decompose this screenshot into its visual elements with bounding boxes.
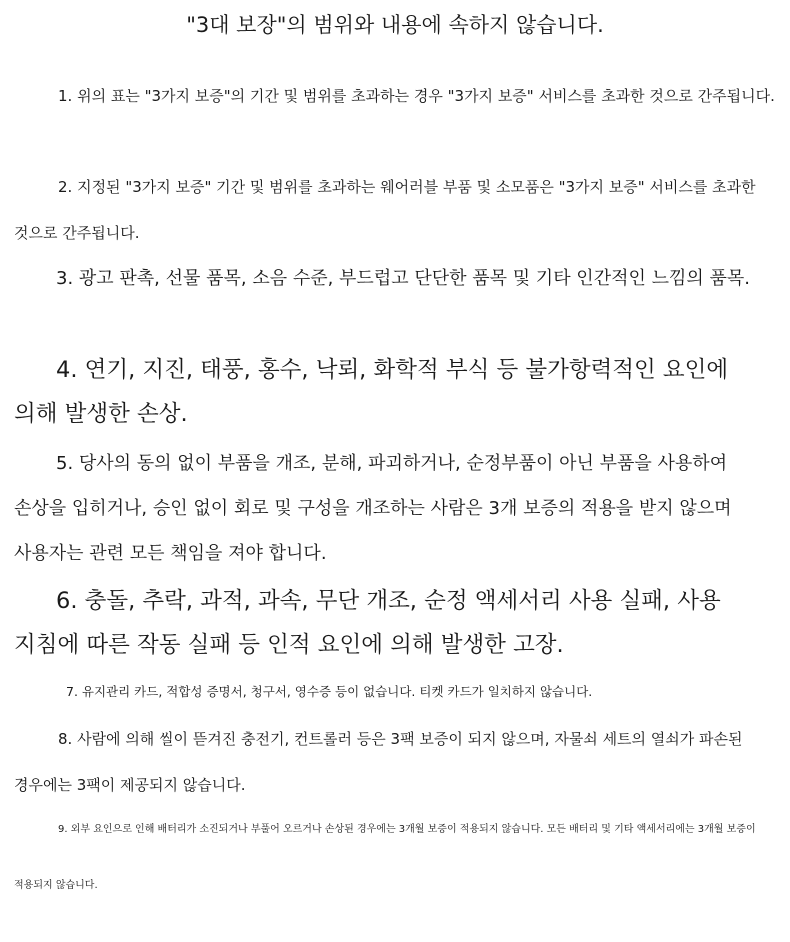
exclusion-item-9: 9. 외부 요인으로 인해 배터리가 소진되거나 부풀어 오르거나 손상된 경우에는 3개월 보증이 적용되지 않습니다. 모든 배터리 및 기타 액세서리에는 3개월 보증이 적용되지 않습니다. bbox=[14, 824, 756, 891]
exclusion-item-7: 7. 유지관리 카드, 적합성 증명서, 청구서, 영수증 등이 없습니다. 티켓 카드가 일치하지 않습니다. bbox=[66, 684, 593, 699]
exclusion-item-6: 6. 충돌, 추락, 과적, 과속, 무단 개조, 순정 액세서리 사용 실패, 사용 지침에 따른 작동 실패 등 인적 요인에 의해 발생한 고장. bbox=[14, 588, 721, 658]
exclusion-item-3: 3. 광고 판촉, 선물 품목, 소음 수준, 부드럽고 단단한 품목 및 기타 인간적인 느낌의 품목. bbox=[56, 268, 750, 289]
exclusion-item-1: 1. 위의 표는 "3가지 보증"의 기간 및 범위를 초과하는 경우 "3가지 보증" 서비스를 초과한 것으로 간주됩니다. bbox=[58, 87, 775, 105]
page-title: "3대 보장"의 범위와 내용에 속하지 않습니다. bbox=[186, 13, 604, 37]
exclusion-item-2: 2. 지정된 "3가지 보증" 기간 및 범위를 초과하는 웨어러블 부품 및 소모품은 "3가지 보증" 서비스를 초과한 것으로 간주됩니다. bbox=[14, 178, 756, 242]
exclusion-item-8: 8. 사람에 의해 씰이 뜯겨진 충전기, 컨트롤러 등은 3팩 보증이 되지 않으며, 자물쇠 세트의 열쇠가 파손된 경우에는 3팩이 제공되지 않습니다. bbox=[14, 730, 743, 794]
exclusion-item-4: 4. 연기, 지진, 태풍, 홍수, 낙뢰, 화학적 부식 등 불가항력적인 요인에 의해 발생한 손상. bbox=[14, 357, 729, 427]
exclusion-item-5: 5. 당사의 동의 없이 부품을 개조, 분해, 파괴하거나, 순정부품이 아닌 부품을 사용하여 손상을 입히거나, 승인 없이 회로 및 구성을 개조하는 사람은 3개 보증의 적용을 받지 않으며 사용자는 관련 모든 책임을 져야 합니다. bbox=[14, 453, 732, 564]
